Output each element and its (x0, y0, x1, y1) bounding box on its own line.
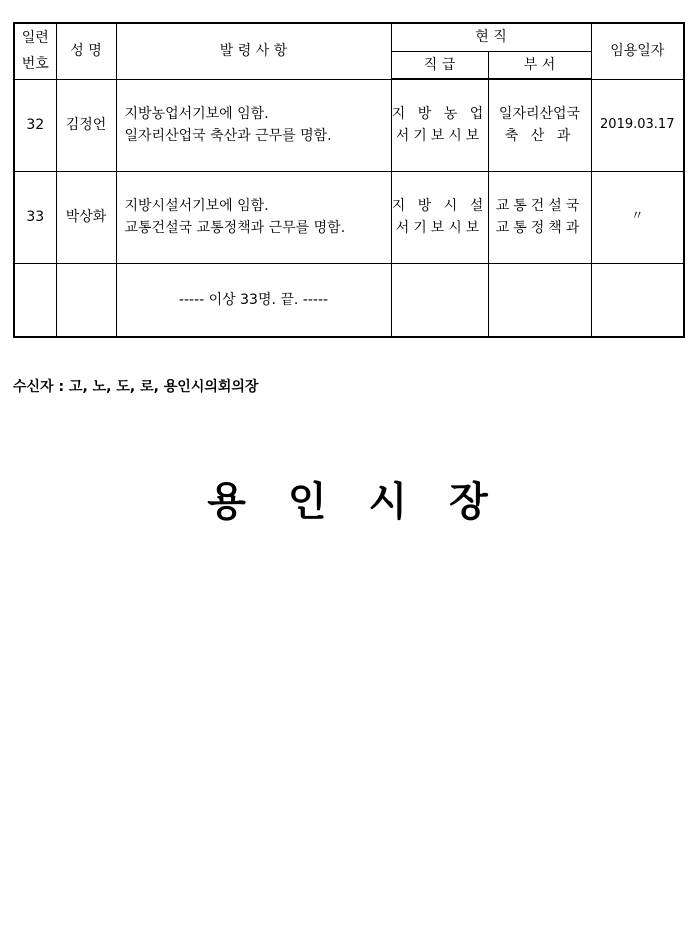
cell-date: 〃 (591, 171, 684, 263)
header-appointment-date: 임용일자 (591, 23, 684, 79)
table-end-row (14, 263, 684, 337)
header-serial-line1: 일련 (21, 30, 49, 47)
cell-department (488, 171, 591, 263)
cell-empty (14, 263, 56, 337)
cell-empty (591, 263, 684, 337)
dept-line1: 일자리산업국 (498, 106, 581, 123)
header-serial-line2: 번호 (21, 56, 49, 73)
cell-name: 김정언 (56, 79, 116, 171)
cell-department (488, 79, 591, 171)
cell-serial: 32 (14, 79, 56, 171)
detail-line2: 일자리산업국 축산과 근무를 명함. (124, 128, 332, 144)
detail-line2: 교통건설국 교통정책과 근무를 명함. (124, 220, 346, 236)
table-row (14, 79, 684, 171)
rank-line2: 서기보시보 (395, 220, 484, 236)
cell-serial: 33 (14, 171, 56, 263)
table-row (14, 171, 684, 263)
issuer-name: 용인시장 (207, 479, 530, 525)
recipients: 수신자 : 고, 노, 도, 로, 용인시의회의장 (13, 379, 259, 395)
rank-line2: 서기보시보 (395, 128, 484, 145)
header-details: 발 령 사 항 (116, 23, 391, 79)
cell-details (116, 171, 391, 263)
cell-date: 2019.03.17 (591, 79, 684, 171)
detail-line1: 지방시설서기보에 임함. (124, 198, 269, 214)
end-note: ----- 이상 33명. 끝. ----- (116, 263, 391, 337)
cell-empty (391, 263, 488, 337)
header-name: 성 명 (56, 23, 116, 79)
header-serial-number (14, 23, 56, 79)
header-department: 부 서 (488, 51, 591, 79)
rank-line1: 지 방 시 설 (391, 198, 488, 214)
header-current-position: 현 직 (391, 23, 591, 51)
rank-line1: 지 방 농 업 (391, 106, 488, 123)
dept-line2: 축 산 과 (504, 128, 575, 145)
cell-rank (391, 171, 488, 263)
cell-details (116, 79, 391, 171)
cell-empty (56, 263, 116, 337)
dept-line1: 교통건설국 (495, 198, 584, 214)
appointment-table (13, 22, 685, 338)
header-rank: 직 급 (391, 51, 488, 79)
cell-rank (391, 79, 488, 171)
detail-line1: 지방농업서기보에 임함. (124, 106, 269, 122)
cell-name: 박상화 (56, 171, 116, 263)
dept-line2: 교통정책과 (495, 220, 584, 236)
cell-empty (488, 263, 591, 337)
